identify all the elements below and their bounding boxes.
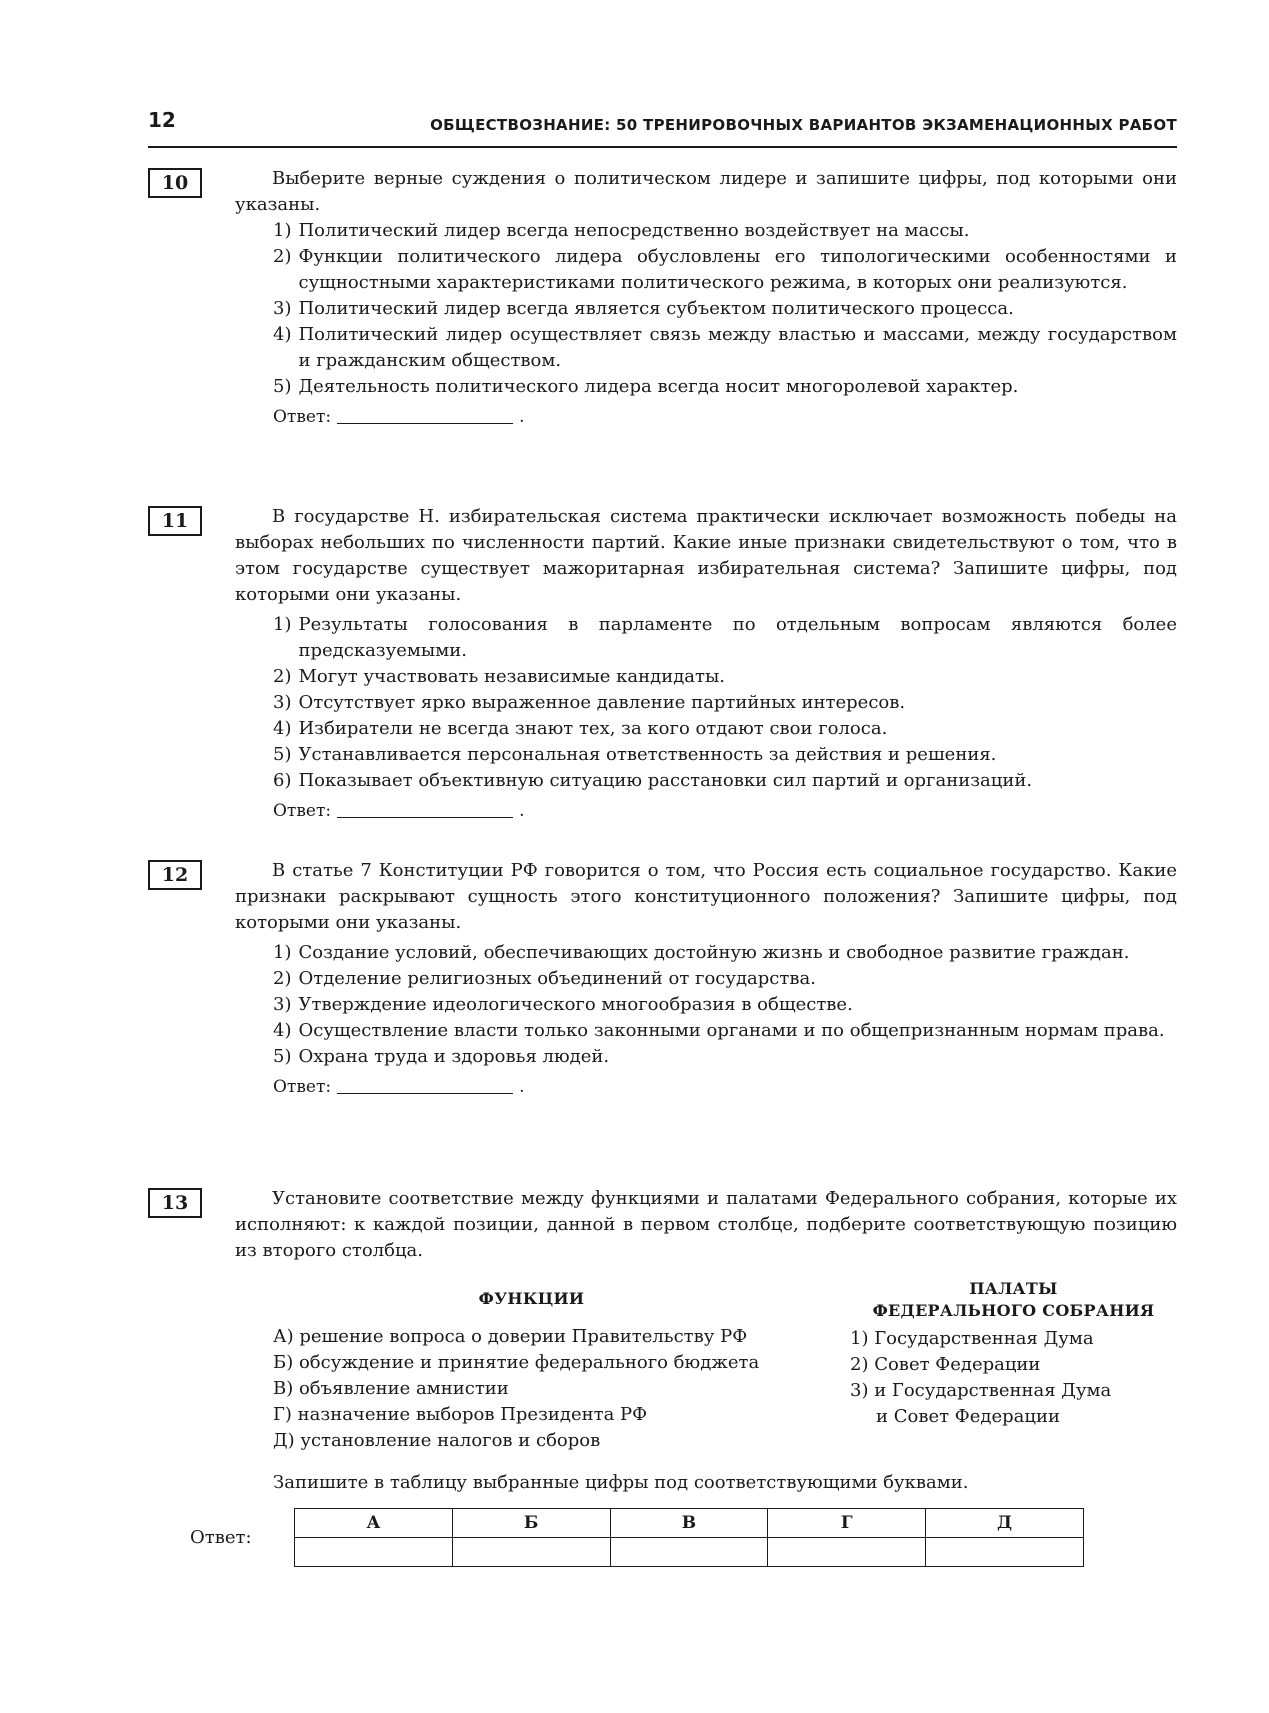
option-number: 2) xyxy=(273,666,292,687)
page-number: 12 xyxy=(148,108,176,132)
option xyxy=(273,374,1177,400)
matching-columns xyxy=(236,1278,1177,1454)
chambers-header xyxy=(850,1278,1177,1326)
chamber-item: 2) Совет Федерации xyxy=(850,1354,1041,1375)
option xyxy=(273,612,1177,664)
option-text: Устанавливается персональная ответственность за действия и решения. xyxy=(298,744,997,765)
option-text: Деятельность политического лидера всегда носит многоролевой характер. xyxy=(298,376,1019,397)
answer-table xyxy=(294,1508,1084,1567)
task-12 xyxy=(148,858,1177,1100)
option xyxy=(273,1018,1177,1044)
option-number: 5) xyxy=(273,744,292,765)
answer-table-letter: Г xyxy=(768,1509,926,1538)
option xyxy=(273,218,1177,244)
chamber-item: 3) и Государственная Дума xyxy=(850,1380,1112,1401)
answer-cell[interactable] xyxy=(768,1538,926,1567)
functions-column xyxy=(236,1278,850,1454)
task-question: Выберите верные суждения о политическом лидере и запишите цифры, под которыми они указаны. xyxy=(235,168,1177,215)
option-number: 4) xyxy=(273,324,292,345)
answer-label: Ответ: xyxy=(273,407,332,427)
chambers-column xyxy=(850,1278,1177,1454)
option xyxy=(273,940,1177,966)
option-number: 1) xyxy=(273,220,292,241)
option-text: Отсутствует ярко выраженное давление партийных интересов. xyxy=(298,692,906,713)
task-number-box: 10 xyxy=(148,168,202,198)
option-text: Отделение религиозных объединений от государства. xyxy=(298,968,816,989)
write-in-instruction: Запишите в таблицу выбранные цифры под соответствующими буквами. xyxy=(273,1472,969,1493)
option xyxy=(273,742,1177,768)
option xyxy=(273,664,1177,690)
answer-table-input-row xyxy=(295,1538,1084,1567)
task-11 xyxy=(148,504,1177,824)
option-number: 5) xyxy=(273,1046,292,1067)
option-text: Осуществление власти только законными органами и по общепризнанным нормам права. xyxy=(298,1020,1165,1041)
option-number: 3) xyxy=(273,692,292,713)
option xyxy=(273,322,1177,374)
chambers-header-line-2: ФЕДЕРАЛЬНОГО СОБРАНИЯ xyxy=(872,1301,1155,1320)
option-number: 6) xyxy=(273,770,292,791)
answer-cell[interactable] xyxy=(610,1538,768,1567)
functions-header: ФУНКЦИИ xyxy=(478,1289,585,1308)
option xyxy=(273,690,1177,716)
option-number: 4) xyxy=(273,1020,292,1041)
task-number-box: 13 xyxy=(148,1188,202,1218)
option-text: Функции политического лидера обусловлены его типологическими особенностями и сущностными характеристиками политического режима, в которых они реализуются. xyxy=(298,246,1177,293)
answer-table-letter: Д xyxy=(926,1509,1084,1538)
answer-line: Ответ: . xyxy=(273,1074,1177,1100)
option-text: Создание условий, обеспечивающих достойную жизнь и свободное развитие граждан. xyxy=(298,942,1130,963)
answer-table-block xyxy=(148,1508,1177,1567)
options-list xyxy=(236,940,1177,1070)
option-text: Политический лидер всегда непосредственно воздействует на массы. xyxy=(298,220,970,241)
option-text: Показывает объективную ситуацию расстановки сил партий и организаций. xyxy=(298,770,1033,791)
option xyxy=(273,1044,1177,1070)
task-10 xyxy=(148,166,1177,430)
function-item: Д) установление налогов и сборов xyxy=(273,1430,601,1451)
option-number: 3) xyxy=(273,994,292,1015)
header-rule xyxy=(148,146,1177,148)
task-number-box: 11 xyxy=(148,506,202,536)
answer-blank[interactable] xyxy=(337,817,513,818)
option-number: 3) xyxy=(273,298,292,319)
option-number: 1) xyxy=(273,942,292,963)
answer-label: Ответ: xyxy=(190,1526,252,1548)
option-text: Утверждение идеологического многообразия в обществе. xyxy=(298,994,853,1015)
answer-cell[interactable] xyxy=(926,1538,1084,1567)
task-question: В статье 7 Конституции РФ говорится о том, что Россия есть социальное государство. Какие признаки раскрывают сущность этого конституционного положения? Запишите цифры, под которыми они указаны. xyxy=(235,860,1177,933)
answer-label: Ответ: xyxy=(273,801,332,821)
answer-table-letter: А xyxy=(295,1509,453,1538)
option-number: 1) xyxy=(273,614,292,635)
option-number: 4) xyxy=(273,718,292,739)
option-number: 2) xyxy=(273,246,292,267)
option xyxy=(273,244,1177,296)
option-text: Избиратели не всегда знают тех, за кого отдают свои голоса. xyxy=(298,718,888,739)
answer-cell[interactable] xyxy=(452,1538,610,1567)
option-number: 2) xyxy=(273,968,292,989)
option-text: Политический лидер всегда является субъектом политического процесса. xyxy=(298,298,1014,319)
option-text: Охрана труда и здоровья людей. xyxy=(298,1046,610,1067)
task-13 xyxy=(148,1186,1177,1567)
function-item: Б) обсуждение и принятие федерального бюджета xyxy=(273,1352,760,1373)
task-question: Установите соответствие между функциями и палатами Федерального собрания, которые их исполняют: к каждой позиции, данной в первом столбце, подберите соответствующую позицию из второго столбца. xyxy=(235,1188,1177,1261)
option xyxy=(273,966,1177,992)
task-number-box: 12 xyxy=(148,860,202,890)
option xyxy=(273,716,1177,742)
option xyxy=(273,296,1177,322)
answer-line: Ответ: . xyxy=(273,404,1177,430)
function-item: А) решение вопроса о доверии Правительству РФ xyxy=(273,1326,748,1347)
answer-blank[interactable] xyxy=(337,423,513,424)
answer-line: Ответ: . xyxy=(273,798,1177,824)
option-text: Политический лидер осуществляет связь между властью и массами, между государством и гражданским обществом. xyxy=(298,324,1177,371)
options-list xyxy=(236,612,1177,794)
chamber-item: 1) Государственная Дума xyxy=(850,1328,1094,1349)
option xyxy=(273,768,1177,794)
option-number: 5) xyxy=(273,376,292,397)
options-list xyxy=(236,218,1177,400)
chamber-item: и Совет Федерации xyxy=(876,1406,1060,1427)
answer-table-header-row xyxy=(295,1509,1084,1538)
answer-label: Ответ: xyxy=(273,1077,332,1097)
option-text: Результаты голосования в парламенте по отдельным вопросам являются более предсказуемыми. xyxy=(298,614,1177,661)
option xyxy=(273,992,1177,1018)
task-question: В государстве Н. избирательская система практически исключает возможность победы на выборах небольших по численности партий. Какие иные признаки свидетельствуют о том, что в этом государстве существует мажоритарная избирательная система? Запишите цифры, под которыми они указаны. xyxy=(235,506,1177,605)
function-item: В) объявление амнистии xyxy=(273,1378,509,1399)
running-header-title: ОБЩЕСТВОЗНАНИЕ: 50 ТРЕНИРОВОЧНЫХ ВАРИАНТОВ ЭКЗАМЕНАЦИОННЫХ РАБОТ xyxy=(430,116,1177,134)
answer-blank[interactable] xyxy=(337,1093,513,1094)
chambers-header-line-1: ПАЛАТЫ xyxy=(969,1279,1058,1298)
function-item: Г) назначение выборов Президента РФ xyxy=(273,1404,648,1425)
answer-cell[interactable] xyxy=(295,1538,453,1567)
answer-table-letter: В xyxy=(610,1509,768,1538)
answer-table-letter: Б xyxy=(452,1509,610,1538)
option-text: Могут участвовать независимые кандидаты. xyxy=(298,666,726,687)
